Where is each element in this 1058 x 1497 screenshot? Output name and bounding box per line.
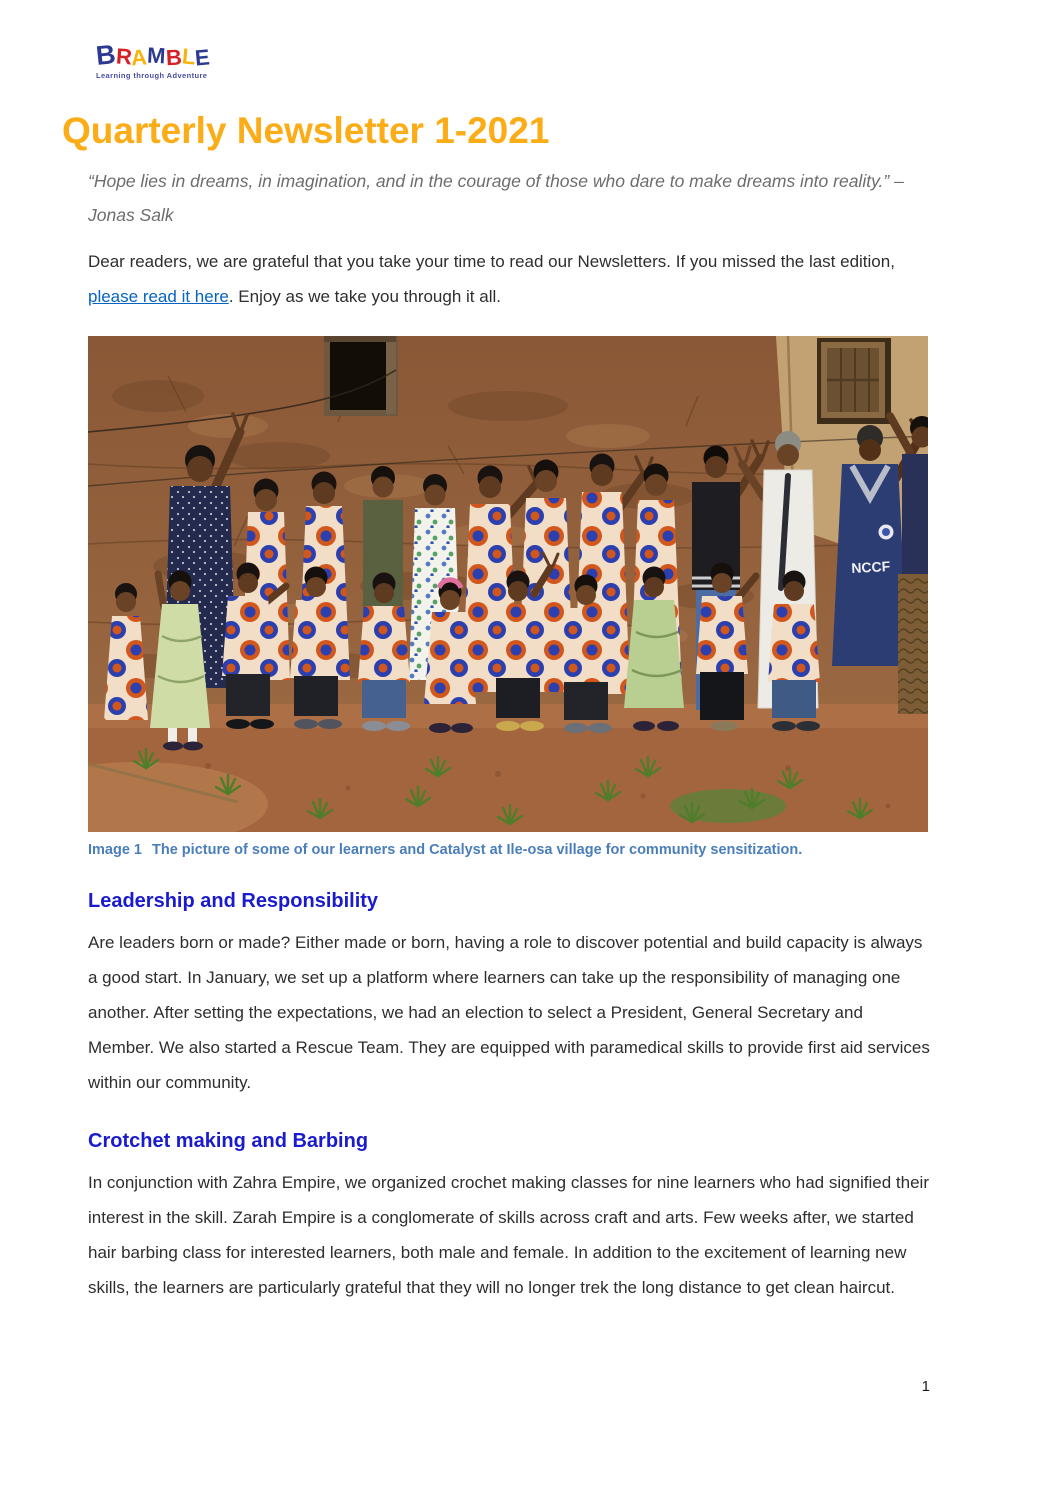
- intro-text-after-link: . Enjoy as we take you through it all.: [228, 287, 501, 306]
- logo-letter: A: [130, 44, 149, 71]
- community-photo-illustration: [88, 336, 928, 832]
- section-body-leadership: Are leaders born or made? Either made or born, having a role to discover potential and build capacity is always a good start. In January, we set up a platform where learners can take up the responsibility of managing one another. After setting the expectations, we had an election to select a President, General Secretary and Member. We also started a Rescue Team. They are equipped with paramedical skills to provide first aid services within our community.: [88, 933, 930, 1092]
- window-right: [817, 338, 891, 424]
- logo-letter: B: [164, 44, 183, 71]
- photo-caption-text: The picture of some of our learners and Catalyst at Ile-osa village for community sensitization.: [152, 842, 803, 858]
- section-body-crotchet: In conjunction with Zahra Empire, we organized crochet making classes for nine learners who had signified their interest in the skill. Zarah Empire is a conglomerate of skills across craft and arts. Few weeks after, we started hair barbing class for interested learners, both male and female. In addition to the excitement of learning new skills, the learners are particularly grateful that they will no longer trek the long distance to get clean haircut.: [88, 1173, 929, 1297]
- section-heading-leadership: Leadership and Responsibility: [88, 890, 379, 912]
- logo-tagline: Learning through Adventure: [96, 71, 208, 80]
- photo-caption-label: Image 1: [88, 842, 142, 858]
- intro-paragraph: [88, 244, 930, 314]
- hoodie-text: NCCF: [850, 558, 891, 577]
- section-heading-crotchet: Crotchet making and Barbing: [88, 1130, 369, 1152]
- bramble-logo-wordmark: [94, 39, 216, 71]
- intro-text-before-link: Dear readers, we are grateful that you take your time to read our Newsletters. If you missed the last edition,: [88, 252, 895, 271]
- document-body: [62, 110, 930, 1305]
- opening-quote: “Hope lies in dreams, in imagination, and in the courage of those who dare to make dreams into reality.” – Jonas Salk: [88, 171, 904, 225]
- previous-newsletter-link[interactable]: please read it here: [88, 287, 229, 306]
- bramble-logo: [94, 39, 216, 80]
- page-number: 1: [921, 1378, 930, 1395]
- logo-letter: B: [94, 39, 117, 71]
- logo-letter: R: [114, 43, 133, 70]
- page-title: Quarterly Newsletter 1-2021: [62, 110, 550, 151]
- community-photo: [88, 336, 930, 860]
- logo-letter: E: [193, 44, 211, 71]
- logo-letter: L: [180, 43, 197, 70]
- logo-letter: M: [146, 42, 167, 69]
- photo-caption: [88, 840, 930, 860]
